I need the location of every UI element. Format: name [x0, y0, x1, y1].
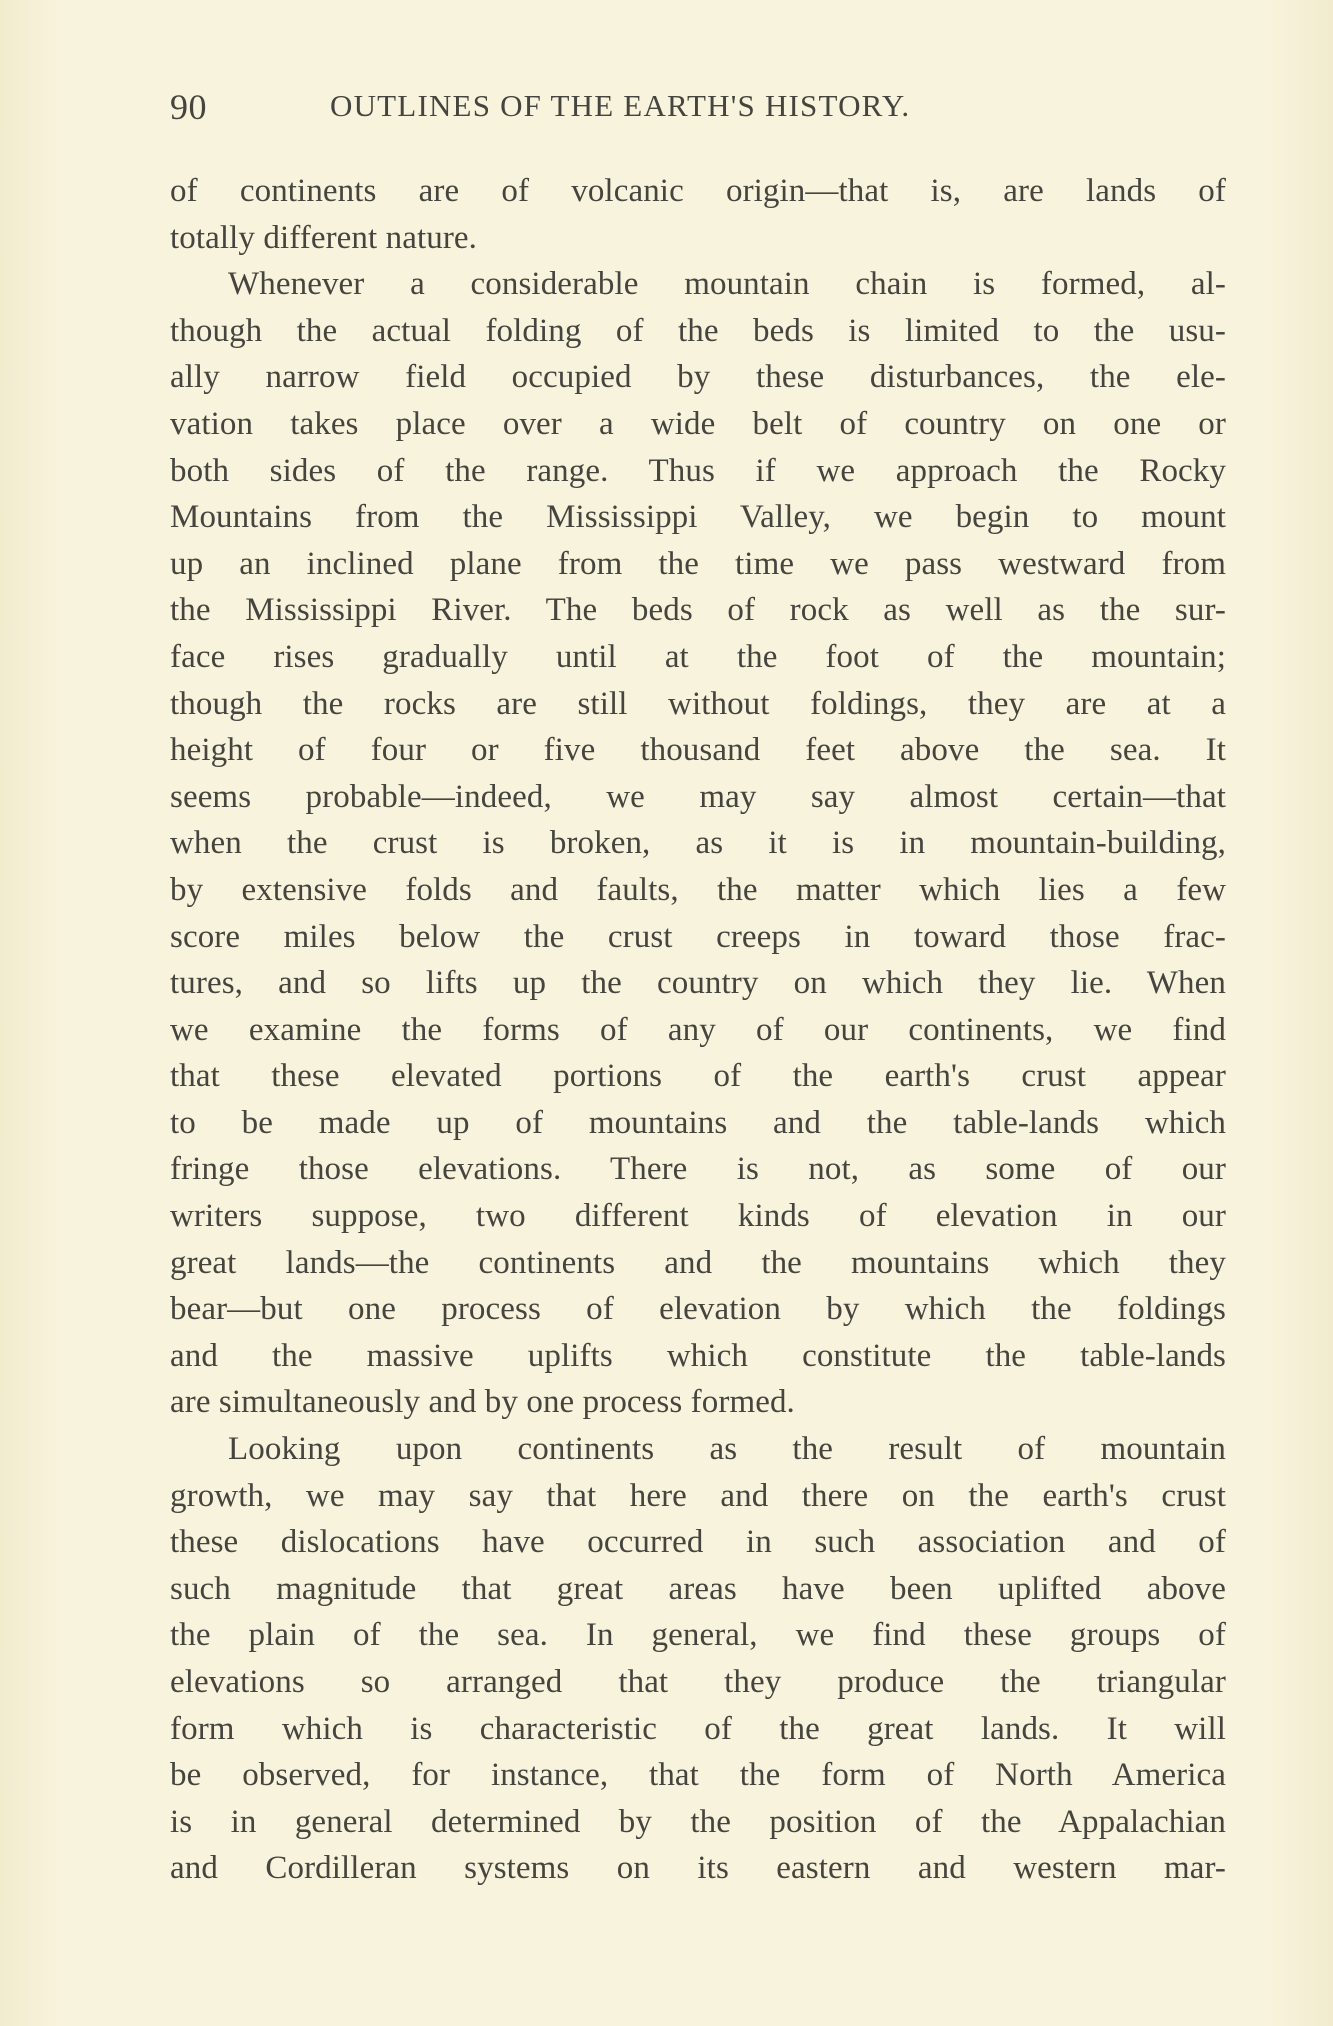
text-line: seems probable—indeed, we may say almost certain—that [170, 778, 1226, 815]
body-text [170, 168, 1226, 1892]
text-line: be observed, for instance, that the form of North America [170, 1757, 1226, 1794]
text-line: is in general determined by the position of the Appalachian [170, 1803, 1226, 1840]
text-line: such magnitude that great areas have been uplifted above [170, 1570, 1226, 1607]
text-line: up an inclined plane from the time we pass westward from [170, 545, 1226, 582]
text-line: bear—but one process of elevation by which the foldings [170, 1291, 1226, 1328]
text-line: and Cordilleran systems on its eastern and western mar- [170, 1850, 1226, 1887]
text-line: elevations so arranged that they produce the triangular [170, 1664, 1226, 1700]
text-line: face rises gradually until at the foot of the mountain; [170, 638, 1226, 675]
paragraph-first-line: Whenever a considerable mountain chain is formed, al- [228, 266, 1226, 303]
text-line: vation takes place over a wide belt of country on one or [170, 405, 1226, 442]
text-line: score miles below the crust creeps in toward those frac- [170, 918, 1226, 955]
text-line: height of four or five thousand feet above the sea. It [170, 732, 1226, 769]
text-line: totally different nature. [170, 219, 478, 256]
text-line: growth, we may say that here and there on the earth's crust [170, 1477, 1226, 1514]
text-line: fringe those elevations. There is not, as some of our [170, 1151, 1226, 1188]
paragraph-first-line: Looking upon continents as the result of mountain [228, 1431, 1226, 1468]
text-line: ally narrow field occupied by these disturbances, the ele- [170, 359, 1226, 396]
text-line: the plain of the sea. In general, we find these groups of [170, 1617, 1226, 1654]
text-line: though the actual folding of the beds is limited to the usu- [170, 312, 1226, 349]
text-line: and the massive uplifts which constitute the table-lands [170, 1337, 1226, 1374]
text-line: though the rocks are still without foldings, they are at a [170, 685, 1226, 722]
text-line: great lands—the continents and the mountains which they [170, 1244, 1226, 1281]
text-line: to be made up of mountains and the table-lands which [170, 1104, 1226, 1141]
running-title: OUTLINES OF THE EARTH'S HISTORY. [330, 88, 911, 123]
text-line: tures, and so lifts up the country on which they lie. When [170, 965, 1226, 1002]
text-line: of continents are of volcanic origin—that is, are lands of [170, 173, 1226, 209]
text-line: both sides of the range. Thus if we approach the Rocky [170, 452, 1226, 489]
text-line: we examine the forms of any of our continents, we find [170, 1011, 1226, 1048]
text-line: that these elevated portions of the earth's crust appear [170, 1058, 1226, 1095]
text-line: these dislocations have occurred in such association and of [170, 1524, 1226, 1561]
text-line: are simultaneously and by one process formed. [170, 1384, 795, 1421]
text-line: Mountains from the Mississippi Valley, we begin to mount [170, 499, 1226, 536]
text-line: by extensive folds and faults, the matter which lies a few [170, 871, 1226, 908]
text-line: form which is characteristic of the great lands. It will [170, 1710, 1226, 1747]
text-line: the Mississippi River. The beds of rock as well as the sur- [170, 592, 1226, 629]
page-number: 90 [170, 87, 207, 127]
running-header [170, 86, 1230, 136]
text-line: writers suppose, two different kinds of elevation in our [170, 1198, 1226, 1235]
text-line: when the crust is broken, as it is in mountain-building, [170, 825, 1226, 862]
